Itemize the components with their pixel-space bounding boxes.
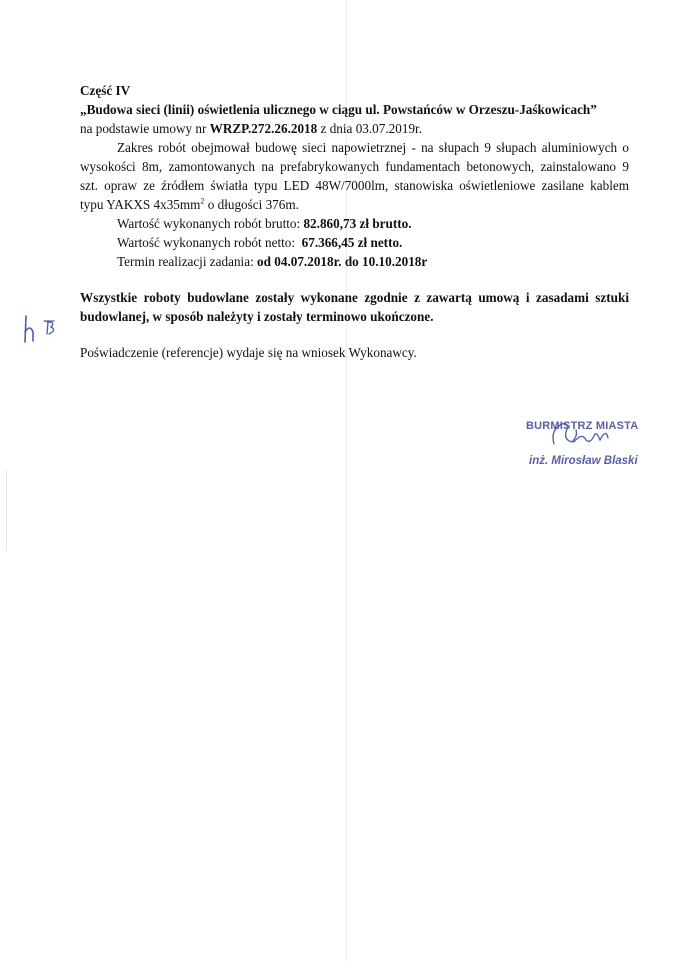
stamp-name: inż. Mirosław Blaski: [529, 455, 638, 467]
gross-label: Wartość wykonanych robót brutto:: [117, 216, 301, 231]
statement-line-2: budowlanej, w sposób należyty i zostały terminowo ukończone.: [80, 309, 434, 324]
scope-line-4: [80, 197, 299, 213]
cable-sup: 2: [200, 196, 205, 206]
scope-line-1: Zakres robót obejmował budowę sieci napowietrznej - na słupach 9 słupach aluminiowych o: [117, 140, 629, 155]
term-value: od 04.07.2018r. do 10.10.2018r: [257, 254, 428, 269]
statement-line-1: Wszystkie roboty budowlane zostały wykonane zgodnie z zawartą umową i zasadami sztuki: [80, 290, 629, 305]
part-heading: Część IV: [80, 83, 131, 98]
handwritten-initials: [20, 312, 64, 346]
closing-line: Poświadczenie (referencje) wydaje się na wniosek Wykonawcy.: [80, 345, 417, 360]
term-line: [117, 254, 427, 270]
net-value: 67.366,45 zł netto.: [301, 235, 403, 250]
scope-line-3: szt. opraw ze źródłem światła typu LED 48W/7000lm, stanowiska oświetleniowe zasilane kablem: [80, 178, 629, 193]
contract-line: [80, 121, 422, 137]
project-title: „Budowa sieci (linii) oświetlenia ulicznego w ciągu ul. Powstańców w Orzeszu-Jaśkowicach”: [80, 102, 597, 117]
stamp-title: BURMISTRZ MIASTA: [526, 420, 639, 432]
cable-length: o długości 376m.: [207, 197, 299, 212]
contract-date: z dnia 03.07.2019r.: [320, 121, 423, 136]
cable-type: typu YAKXS 4x35mm: [80, 197, 201, 212]
scan-edge-mark: [6, 470, 7, 550]
net-value-line: [117, 235, 402, 251]
scope-line-2: wysokości 8m, zamontowanych na prefabrykowanych fundamentach betonowych, zainstalowano 9: [80, 159, 629, 174]
gross-value: 82.860,73 zł brutto.: [303, 216, 412, 231]
term-label: Termin realizacji zadania:: [117, 254, 254, 269]
gross-value-line: [117, 216, 412, 232]
net-label: Wartość wykonanych robót netto:: [117, 235, 296, 250]
contract-number: WRZP.272.26.2018: [209, 121, 318, 136]
contract-prefix: na podstawie umowy nr: [80, 121, 207, 136]
signature: [548, 418, 618, 452]
